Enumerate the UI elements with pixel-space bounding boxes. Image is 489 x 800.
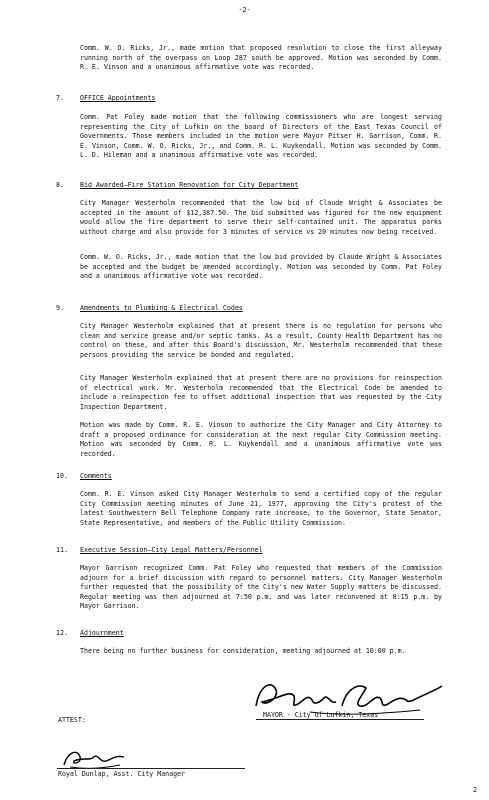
section-9-paragraph-0: City Manager Westerholm explained that at present there is no regulation for persons who clean and service grease and/or septic tanks. As a result, County Health Department has no control on these, and after this Board's discussion, Mr. Westerholm recommended that these persons providing the service be bonded and regulated. bbox=[80, 322, 446, 359]
section-9-heading: Amendments to Plumbing & Electrical Codes bbox=[80, 304, 243, 312]
section-8-paragraph-1: Comm. W. O. Ricks, Jr., made motion that the low bid provided by Claude Wright & Associates be accepted and the budget be amended accordingly. Motion was seconded by Comm. Pat Foley and a unanimous affirmative vote was recorded. bbox=[80, 253, 446, 281]
page-number: -2- bbox=[238, 6, 251, 14]
section-0-paragraph-0: Comm. W. O. Ricks, Jr., made motion that proposed resolution to close the first alleyway running north of the overpass on Loop 287 south be approved. Motion was seconded by Comm. R. E. Vinson and a unanimous affirmative vote was recorded. bbox=[80, 44, 446, 72]
section-8-heading: Bid Awarded—Fire Station Renovation for City Department bbox=[80, 181, 299, 189]
secretary-caption: Royal Dunlap, Asst. City Manager bbox=[58, 770, 186, 778]
section-7-heading: OFFICE Appointments bbox=[80, 94, 156, 102]
section-7-number: 7. bbox=[56, 94, 64, 102]
section-10-paragraph-0: Comm. R. E. Vinson asked City Manager Westerholm to send a certified copy of the regular City Commission meeting minutes of June 21, 1977, approving the City's protest of the latest Southwestern Bell Telephone Company rate increase, to the Governor, State Senator, State Representative, and members of the Public Utility Commission. bbox=[80, 490, 446, 527]
section-7-paragraph-0: Comm. Pat Foley made motion that the following commissioners who are longest serving representing the City of Lufkin on the board of Directors of the East Texas Council of Governments. Those members included in the motion were Mayor Pitser H. Garrison, Comm. R. E. Vinson, Comm. W. O. Ricks, Jr., and Comm. R. L. Kuykendall. Motion was seconded by Comm. L. D. Hileman and a unanimous affirmative vote was recorded. bbox=[80, 113, 446, 160]
section-11-paragraph-0: Mayor Garrison recognized Comm. Pat Foley who requested that members of the Commission adjourn for a brief discussion with regard to personnel matters. City Manager Westerholm further requested that the possibility of the City's new Water Supply matters be discussed. Regular meeting was then adjourned at 7:50 p.m. and was later reconvened at 8:15 p.m. by Mayor Garrison. bbox=[80, 564, 446, 611]
section-9-number: 9. bbox=[56, 304, 64, 312]
section-11-number: 11. bbox=[56, 546, 68, 554]
corner-mark: 2 bbox=[473, 786, 477, 795]
section-9-paragraph-1: City Manager Westerholm explained that at present there are no provisions for reinspection of electrical work. Mr. Westerholm recommended that the Electrical Code be amended to include a reinspection fee to offset additional inspection that was requested by the City Inspection Department. bbox=[80, 374, 446, 411]
section-8-paragraph-0: City Manager Westerholm recommended that the low bid of Claude Wright & Associates be accepted in the amount of $12,387.50. The bid submitted was figured for the new equipment would allow the fire department to serve their self-contained unit. The apparatus parks without charge and also provide for 3 minutes of service vs 20 minutes now being received. bbox=[80, 199, 446, 236]
section-8-number: 8. bbox=[56, 181, 64, 189]
attest-label: ATTEST: bbox=[58, 716, 86, 724]
section-11-heading: Executive Session—City Legal Matters/Personnel bbox=[80, 546, 263, 554]
section-12-number: 12. bbox=[56, 629, 68, 637]
section-12-heading: Adjournment bbox=[80, 629, 124, 637]
section-9-paragraph-2: Motion was made by Comm. R. E. Vinson to authorize the City Manager and City Attorney to draft a proposed ordinance for consideration at the next regular City Commission meeting. Motion was seconded by Comm. R. L. Kuykendall and a unanimous affirmative vote was recorded. bbox=[80, 421, 446, 458]
section-12-paragraph-0: There being no further business for consideration, meeting adjourned at 10:00 p.m. bbox=[80, 647, 406, 655]
section-10-number: 10. bbox=[56, 472, 68, 480]
mayor-caption: MAYOR - City of Lufkin, Texas bbox=[263, 711, 379, 719]
secretary-signature-line bbox=[57, 768, 245, 769]
section-10-heading: Comments bbox=[80, 472, 112, 480]
